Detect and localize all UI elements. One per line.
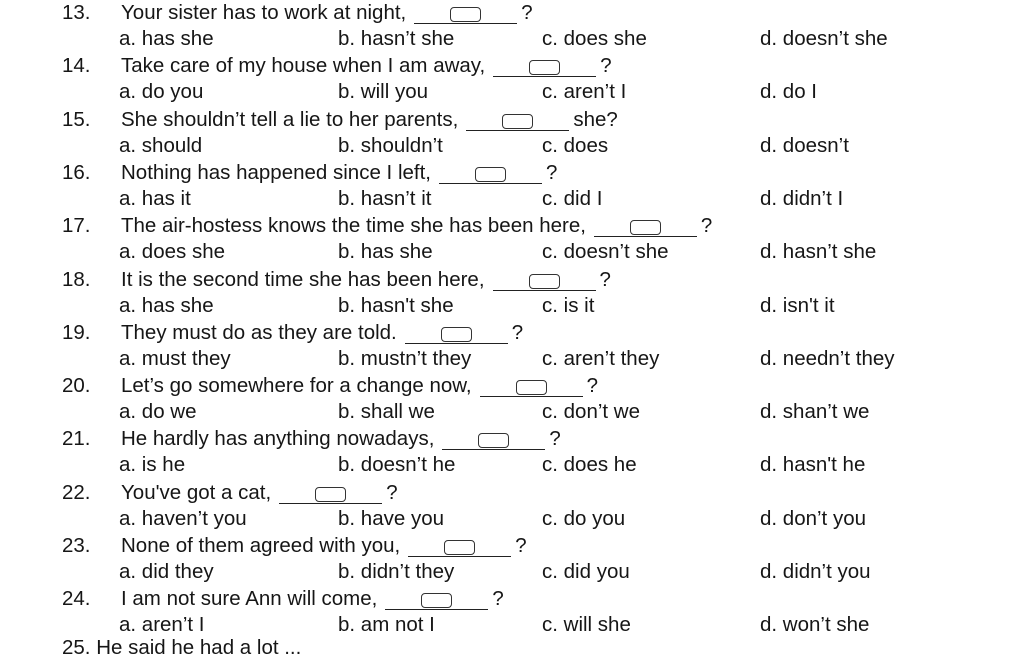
option-d[interactable]: d. hasn’t she — [760, 240, 877, 264]
answer-blank[interactable] — [408, 536, 511, 557]
question-number: 15. — [62, 107, 91, 131]
question-stem — [121, 374, 598, 398]
answer-blank[interactable] — [385, 589, 488, 610]
question-23 — [0, 534, 1024, 587]
question-number: 21. — [62, 427, 91, 451]
option-c[interactable]: c. do you — [542, 506, 626, 530]
question-stem — [121, 534, 527, 558]
question-14 — [0, 54, 1024, 107]
option-d[interactable]: d. didn’t I — [760, 186, 844, 210]
option-c[interactable]: c. aren’t I — [542, 80, 627, 104]
answer-blank[interactable] — [493, 270, 596, 291]
stem-ending: ? — [700, 214, 713, 238]
question-19 — [0, 321, 1024, 374]
stem-text: The air-hostess knows the time she has been here, — [121, 214, 586, 238]
option-a[interactable]: a. has it — [119, 186, 191, 210]
answer-box-icon[interactable] — [475, 167, 506, 182]
option-b[interactable]: b. has she — [338, 240, 433, 264]
option-d[interactable]: d. needn’t they — [760, 346, 895, 370]
question-stem — [121, 108, 618, 132]
stem-ending: ? — [546, 160, 558, 184]
stem-ending: ? — [599, 267, 611, 291]
question-18 — [0, 268, 1024, 321]
question-stem — [121, 268, 611, 292]
option-b[interactable]: b. shall we — [338, 400, 435, 424]
option-b[interactable]: b. didn’t they — [338, 560, 455, 583]
question-stem — [121, 321, 523, 345]
question-number: 16. — [62, 160, 91, 184]
stem-text: Let’s go somewhere for a change now, — [121, 374, 472, 398]
option-b[interactable]: b. hasn’t she — [338, 27, 455, 50]
option-d[interactable]: d. didn’t you — [760, 560, 871, 583]
answer-blank[interactable] — [442, 429, 545, 450]
stem-ending: ? — [586, 374, 599, 398]
question-stem — [121, 481, 398, 505]
option-c[interactable]: c. did you — [542, 560, 630, 583]
stem-text: He hardly has anything nowadays, — [121, 427, 435, 451]
option-a[interactable]: a. is he — [119, 453, 186, 477]
stem-text: She shouldn’t tell a lie to her parents, — [121, 107, 459, 131]
answer-blank[interactable] — [493, 56, 596, 77]
option-a[interactable]: a. has she — [119, 293, 214, 317]
option-a[interactable]: a. has she — [119, 27, 214, 50]
question-17 — [0, 214, 1024, 267]
stem-text: I am not sure Ann will come, — [121, 587, 378, 611]
question-21 — [0, 427, 1024, 480]
answer-box-icon[interactable] — [516, 380, 547, 395]
option-c[interactable]: c. does — [542, 133, 609, 157]
question-number: 18. — [62, 267, 91, 291]
stem-ending: ? — [515, 534, 527, 557]
stem-text: It is the second time she has been here, — [121, 267, 485, 291]
cut-off-text: 25. He said he had a lot ... — [62, 636, 302, 659]
option-b[interactable]: b. hasn't she — [338, 293, 454, 317]
option-a[interactable]: a. did they — [119, 560, 214, 583]
answer-blank[interactable] — [414, 3, 517, 24]
option-c[interactable]: c. will she — [542, 613, 631, 637]
option-d[interactable]: d. isn't it — [760, 293, 835, 317]
answer-box-icon[interactable] — [630, 220, 661, 235]
answer-blank[interactable] — [405, 323, 508, 344]
answer-box-icon[interactable] — [444, 540, 475, 555]
option-d[interactable]: d. shan’t we — [760, 400, 870, 424]
answer-box-icon[interactable] — [421, 593, 452, 608]
option-c[interactable]: c. don’t we — [542, 400, 640, 424]
option-d[interactable]: d. won’t she — [760, 613, 870, 637]
stem-ending: she? — [573, 107, 618, 131]
question-stem — [121, 161, 557, 185]
option-b[interactable]: b. will you — [338, 80, 429, 104]
option-a[interactable]: a. must they — [119, 346, 231, 370]
answer-box-icon[interactable] — [529, 274, 560, 289]
option-a[interactable]: a. does she — [119, 240, 225, 264]
stem-text: Take care of my house when I am away, — [121, 54, 486, 78]
question-stem — [121, 1, 533, 25]
option-a[interactable]: a. do we — [119, 400, 197, 424]
stem-ending: ? — [386, 480, 398, 504]
question-number: 24. — [62, 587, 91, 611]
option-b[interactable]: b. mustn’t they — [338, 346, 472, 370]
question-stem — [121, 587, 504, 611]
option-a[interactable]: a. aren’t I — [119, 613, 205, 637]
stem-ending: ? — [521, 1, 533, 24]
option-a[interactable]: a. haven’t you — [119, 506, 247, 530]
option-b[interactable]: b. doesn’t he — [338, 453, 456, 477]
answer-blank[interactable] — [279, 483, 382, 504]
question-number: 22. — [62, 480, 91, 504]
option-c[interactable]: c. did I — [542, 186, 603, 210]
question-20 — [0, 374, 1024, 427]
option-b[interactable]: b. have you — [338, 506, 444, 530]
option-c[interactable]: c. is it — [542, 293, 595, 317]
question-13 — [0, 1, 1024, 54]
stem-text: You've got a cat, — [121, 480, 272, 504]
stem-text: Your sister has to work at night, — [121, 1, 407, 24]
question-number: 19. — [62, 320, 91, 344]
question-number: 23. — [62, 534, 91, 557]
answer-box-icon[interactable] — [478, 433, 509, 448]
question-24 — [0, 587, 1024, 640]
answer-box-icon[interactable] — [450, 7, 481, 22]
question-number: 14. — [62, 54, 91, 78]
cut-off-next-question — [62, 636, 542, 659]
question-stem — [121, 54, 612, 78]
question-stem — [121, 427, 561, 451]
option-d[interactable]: d. do I — [760, 80, 817, 104]
answer-blank[interactable] — [594, 216, 697, 237]
question-15 — [0, 108, 1024, 161]
option-b[interactable]: b. am not I — [338, 613, 435, 637]
stem-ending: ? — [492, 587, 504, 611]
question-stem — [121, 214, 712, 238]
answer-blank[interactable] — [466, 110, 569, 131]
question-number: 13. — [62, 1, 91, 24]
option-d[interactable]: d. hasn't he — [760, 453, 866, 477]
stem-text: None of them agreed with you, — [121, 534, 401, 557]
option-c[interactable]: c. does he — [542, 453, 637, 477]
question-number: 20. — [62, 374, 91, 398]
option-c[interactable]: c. aren’t they — [542, 346, 660, 370]
stem-ending: ? — [511, 320, 524, 344]
answer-blank[interactable] — [439, 163, 542, 184]
option-c[interactable]: c. doesn’t she — [542, 240, 669, 264]
option-b[interactable]: b. hasn’t it — [338, 186, 432, 210]
stem-ending: ? — [600, 54, 612, 78]
stem-text: Nothing has happened since I left, — [121, 160, 431, 184]
answer-box-icon[interactable] — [529, 60, 560, 75]
option-a[interactable]: a. should — [119, 133, 203, 157]
option-b[interactable]: b. shouldn’t — [338, 133, 443, 157]
question-16 — [0, 161, 1024, 214]
stem-text: They must do as they are told. — [121, 320, 397, 344]
answer-box-icon[interactable] — [441, 327, 472, 342]
option-c[interactable]: c. does she — [542, 27, 647, 50]
question-number: 17. — [62, 214, 91, 238]
option-d[interactable]: d. don’t you — [760, 506, 866, 530]
option-d[interactable]: d. doesn’t — [760, 133, 849, 157]
option-a[interactable]: a. do you — [119, 80, 204, 104]
option-d[interactable]: d. doesn’t she — [760, 27, 888, 50]
answer-box-icon[interactable] — [502, 114, 533, 129]
answer-blank[interactable] — [480, 376, 583, 397]
answer-box-icon[interactable] — [315, 487, 346, 502]
question-22 — [0, 481, 1024, 534]
stem-ending: ? — [549, 427, 561, 451]
